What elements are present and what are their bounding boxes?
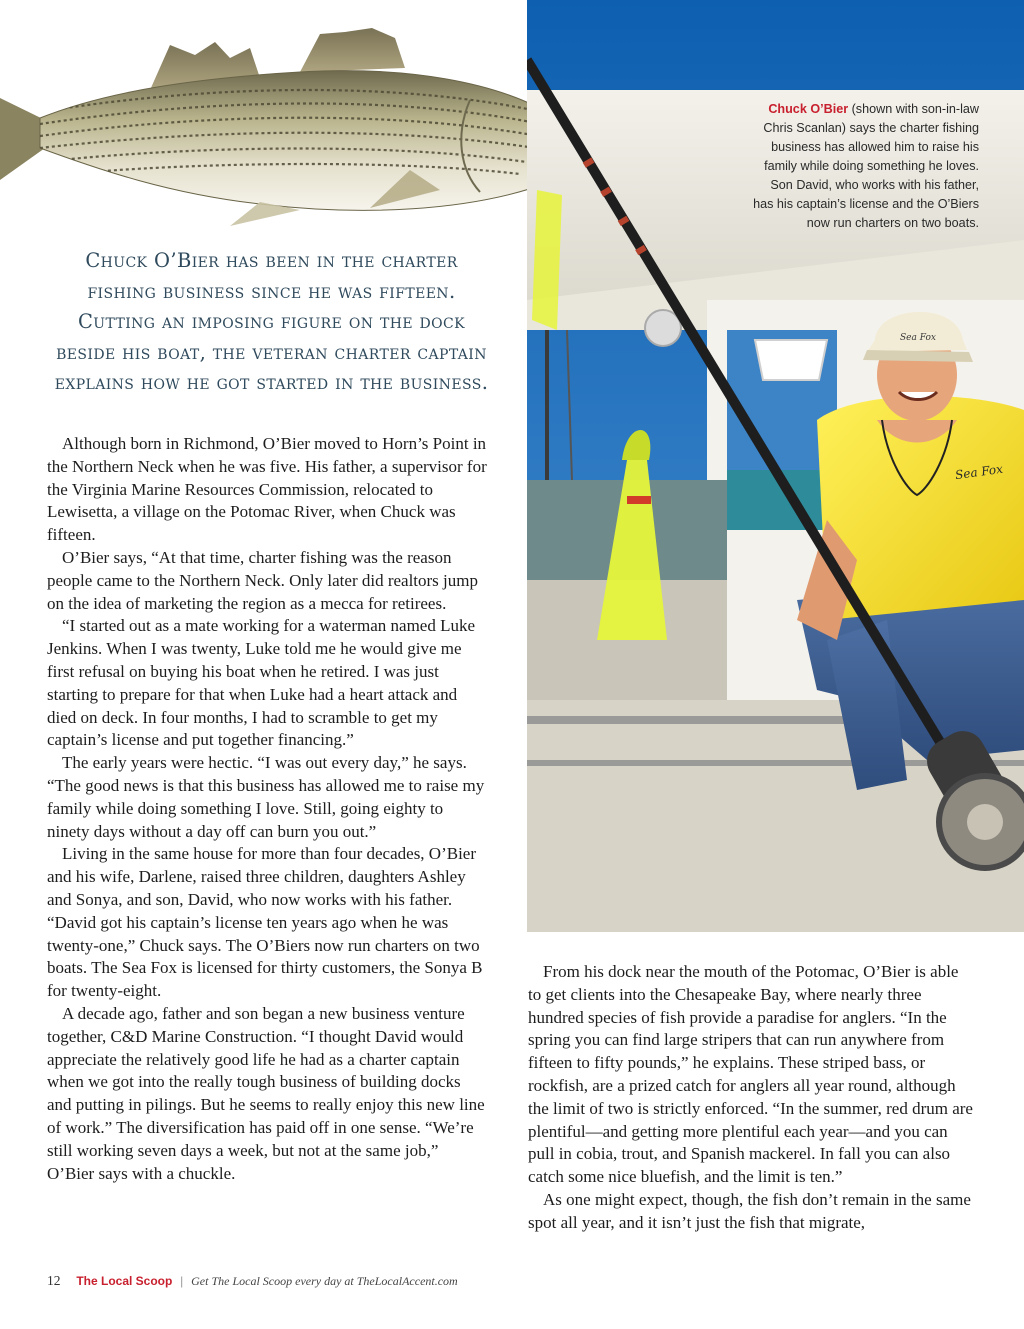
paragraph: The early years were hectic. “I was out every day,” he says. “The good news is that this business has allowed me to raise my family while doing something I love. Still, going eighty to ninety days without a day off can burn you out.” (47, 753, 485, 841)
footer-tagline: Get The Local Scoop every day at TheLocalAccent.com (191, 1274, 458, 1288)
paragraph: “I started out as a mate working for a waterman named Luke Jenkins. When I was twenty, Luke told me he would give me first refusal on buying his boat when he retired. I was just starting to prepare for that when Luke had a heart attack and died on deck. In four months, I had to scramble to get my captain’s license and put together financing.” (47, 616, 476, 750)
paragraph: As one might expect, though, the fish don’t remain in the same spot all year, and it isn’t just the fish that migrate, (528, 1189, 971, 1232)
article-column-right (528, 961, 974, 1235)
paragraph: A decade ago, father and son began a new business venture together, C&D Marine Construction. “I thought David would appreciate the relatively good life he had as a charter captain when we got into the really tough business of building docks and putting in pilings. But he seems to really enjoy this new line of work.” The diversification has paid off in one sense. “We’re still working seven days a week, but not at the same job,” O’Bier says with a chuckle. (47, 1003, 485, 1183)
caption-name: Chuck O’Bier (768, 102, 849, 116)
article-column-left (47, 433, 489, 1185)
paragraph: O’Bier says, “At that time, charter fishing was the reason people came to the Northern Neck. Only later did realtors jump on the idea of marketing the region as a mecca for retirees. (47, 547, 478, 613)
paragraph: Although born in Richmond, O’Bier moved to Horn’s Point in the Northern Neck when he was five. His father, a supervisor for the Virginia Marine Resources Commission, relocated to Lewisetta, a village on the Potomac River, when Chuck was fifteen. (47, 434, 487, 545)
page-number: 12 (47, 1273, 61, 1288)
charter-captain-photo (527, 0, 1024, 932)
cap-lettering: Sea Fox (900, 333, 936, 343)
page-footer (47, 1273, 458, 1289)
caption-text: (shown with son-in-law Chris Scanlan) says the charter fishing business has allowed him to raise his family while doing something he loves. Son David, who works with his father, has his captain’s license and the O’Biers now run charters on two boats. (753, 102, 979, 230)
publication-name: The Local Scoop (76, 1274, 173, 1288)
striped-bass-illustration (0, 20, 600, 230)
shirt-logo-lettering: Sea Fox (954, 461, 1004, 483)
footer-separator: | (180, 1274, 184, 1288)
article-intro: Chuck O’Bier has been in the charter fishing business since he was fifteen. Cutting an imposing figure on the dock beside his boat, the veteran charter captain explains how he got started in the business. (54, 249, 489, 394)
paragraph: Living in the same house for more than four decades, O’Bier and his wife, Darlene, raised three children, daughters Ashley and Sonya, and son, David, who now works with his father. “David got his captain’s license ten years ago when he was twenty-one,” Chuck says. The O’Biers now run charters on two boats. The Sea Fox is licensed for thirty customers, the Sonya B for twenty-eight. (47, 844, 483, 1001)
photo-caption (749, 100, 979, 233)
paragraph: From his dock near the mouth of the Potomac, O’Bier is able to get clients into the Chesapeake Bay, where nearly three hundred species of fish provide a paradise for anglers. “In the spring you can find large stripers that can run anywhere from fifteen to fifty pounds,” he explains. These striped bass, or rockfish, are a prized catch for anglers all year round, although the limit of two is strictly enforced. “In the summer, red drum are plentiful—and getting more plentiful each year—and you can pull in cobia, trout, and Spanish mackerel. In fall you can also catch some nice bluefish, and the limit is ten.” (528, 962, 973, 1187)
